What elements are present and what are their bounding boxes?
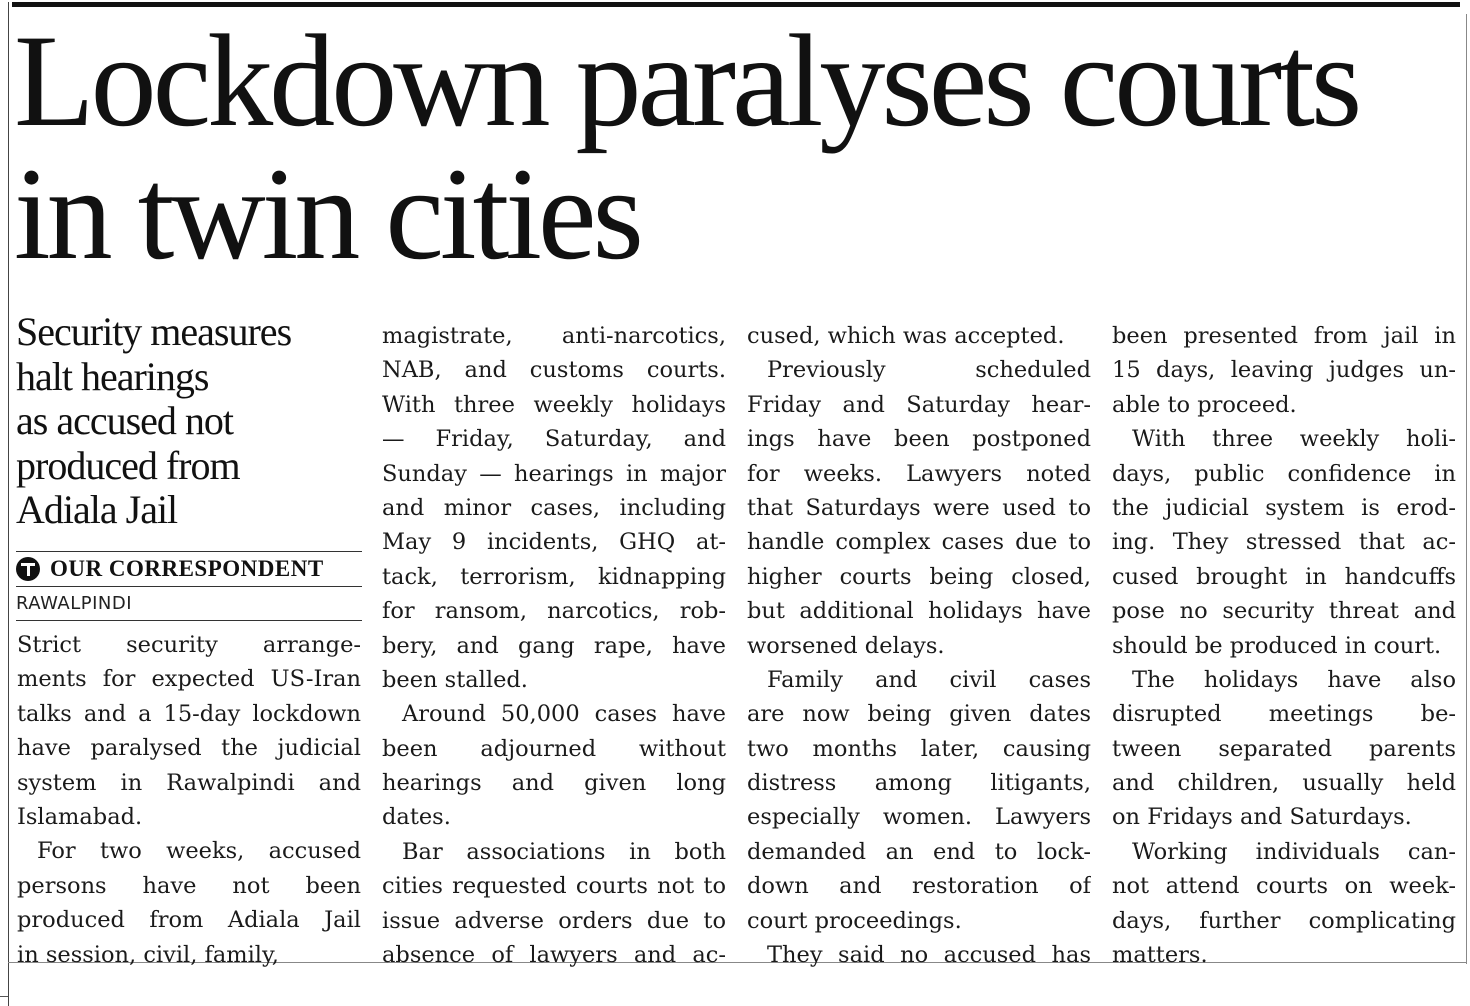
- article-line: cused, which was accepted.: [747, 323, 1065, 349]
- article-line: Sunday — hearings in major: [382, 460, 726, 487]
- article-line: ments for expected US-Iran: [17, 666, 361, 693]
- right-border: [1466, 14, 1467, 964]
- article-line: persons have not been: [17, 872, 361, 899]
- subheadline-line: halt hearings: [16, 353, 209, 399]
- article-line: for ransom, narcotics, rob-: [382, 598, 726, 625]
- article-line: Working individuals can-: [1132, 838, 1456, 865]
- article-line: higher courts being closed,: [747, 563, 1091, 590]
- article-line: on Fridays and Saturdays.: [1112, 804, 1412, 831]
- headline: [14, 7, 1464, 287]
- crop-mark: [0, 996, 8, 997]
- article-line: With three weekly holidays: [382, 391, 726, 418]
- dateline: RAWALPINDI: [16, 593, 362, 621]
- article-line: the judicial system is erod-: [1112, 494, 1456, 521]
- article-line: They said no accused has: [767, 942, 1091, 969]
- article-line: bery, and gang rape, have: [382, 632, 726, 659]
- article-line: NAB, and customs courts.: [382, 357, 726, 384]
- article-line: tween separated parents: [1112, 735, 1456, 762]
- article-column-1: [17, 628, 361, 972]
- article-line: Islamabad.: [17, 803, 143, 830]
- article-line: pose no security threat and: [1112, 598, 1456, 625]
- article-line: Around 50,000 cases have: [402, 701, 726, 728]
- article-line: magistrate, anti-narcotics,: [382, 323, 726, 349]
- article-line: absence of lawyers and ac-: [382, 942, 726, 969]
- article-line: days, public confidence in: [1112, 460, 1456, 487]
- subheadline-line: as accused not: [16, 398, 234, 443]
- article-line: days, further complicating: [1112, 907, 1456, 934]
- article-line: court proceedings.: [747, 907, 962, 934]
- article-line: disrupted meetings be-: [1112, 701, 1456, 728]
- article-line: The holidays have also: [1132, 666, 1456, 693]
- article-line: cused brought in handcuffs: [1112, 563, 1456, 590]
- article-column-3: [747, 319, 1091, 972]
- tribune-logo-icon: [16, 557, 40, 581]
- article-line: cities requested courts not to: [382, 873, 726, 900]
- article-line: been stalled.: [382, 666, 528, 693]
- article-line: not attend courts on week-: [1112, 873, 1456, 900]
- article-line: tack, terrorism, kidnapping: [382, 563, 726, 590]
- article-column-2: [382, 319, 726, 972]
- article-line: been presented from jail in: [1112, 323, 1456, 349]
- article-line: Bar associations in both: [402, 838, 726, 865]
- article-line: two months later, causing: [747, 735, 1091, 762]
- article-line: especially women. Lawyers: [747, 804, 1091, 831]
- article-line: Family and civil cases: [767, 666, 1091, 693]
- article-line: system in Rawalpindi and: [17, 769, 361, 796]
- article-line: for weeks. Lawyers noted: [747, 460, 1091, 487]
- article-line: dates.: [382, 804, 451, 831]
- article-line: handle complex cases due to: [747, 529, 1091, 556]
- article-line: have paralysed the judicial: [17, 735, 361, 762]
- left-border: [8, 2, 9, 1006]
- article-line: — Friday, Saturday, and: [382, 426, 726, 453]
- article-line: that Saturdays were used to: [747, 494, 1091, 521]
- article-line: down and restoration of: [747, 873, 1091, 900]
- article-line: Strict security arrange-: [17, 632, 361, 658]
- subheadline-line: produced from: [16, 442, 240, 488]
- byline: [16, 551, 362, 587]
- article-line: ing. They stressed that ac-: [1112, 529, 1456, 556]
- subheadline-line: Security measures: [16, 309, 292, 354]
- article-line: and minor cases, including: [382, 494, 726, 521]
- article-line: Friday and Saturday hear-: [747, 391, 1091, 418]
- article-line: hearings and given long: [382, 770, 726, 797]
- article-line: With three weekly holi-: [1132, 426, 1456, 453]
- headline-line: in twin cities: [14, 140, 640, 287]
- article-column-4: [1112, 319, 1456, 972]
- article-line: ings have been postponed: [747, 426, 1091, 453]
- article-line: distress among litigants,: [747, 770, 1091, 797]
- article-line: should be produced in court.: [1112, 632, 1442, 659]
- article-line: demanded an end to lock-: [747, 838, 1091, 865]
- article-line: issue adverse orders due to: [382, 907, 726, 934]
- article-line: matters.: [1112, 942, 1208, 969]
- article-line: worsened delays.: [747, 632, 945, 659]
- article-line: Previously scheduled: [767, 357, 1091, 384]
- article-line: been adjourned without: [382, 735, 726, 762]
- article-line: and children, usually held: [1112, 770, 1456, 797]
- article-line: are now being given dates: [747, 701, 1091, 728]
- byline-author: OUR CORRESPONDENT: [50, 556, 324, 581]
- article-line: 15 days, leaving judges un-: [1112, 357, 1456, 384]
- headline-line: Lockdown paralyses courts: [14, 7, 1359, 154]
- article-line: produced from Adiala Jail: [17, 907, 361, 934]
- article-line: For two weeks, accused: [37, 838, 361, 865]
- article-line: but additional holidays have: [747, 598, 1091, 625]
- article-line: May 9 incidents, GHQ at-: [382, 529, 726, 556]
- article-line: able to proceed.: [1112, 391, 1297, 418]
- subheadline-line: Adiala Jail: [16, 487, 178, 532]
- article-line: in session, civil, family,: [17, 941, 279, 968]
- subheadline: [16, 310, 366, 533]
- article-line: talks and a 15-day lockdown: [17, 700, 361, 727]
